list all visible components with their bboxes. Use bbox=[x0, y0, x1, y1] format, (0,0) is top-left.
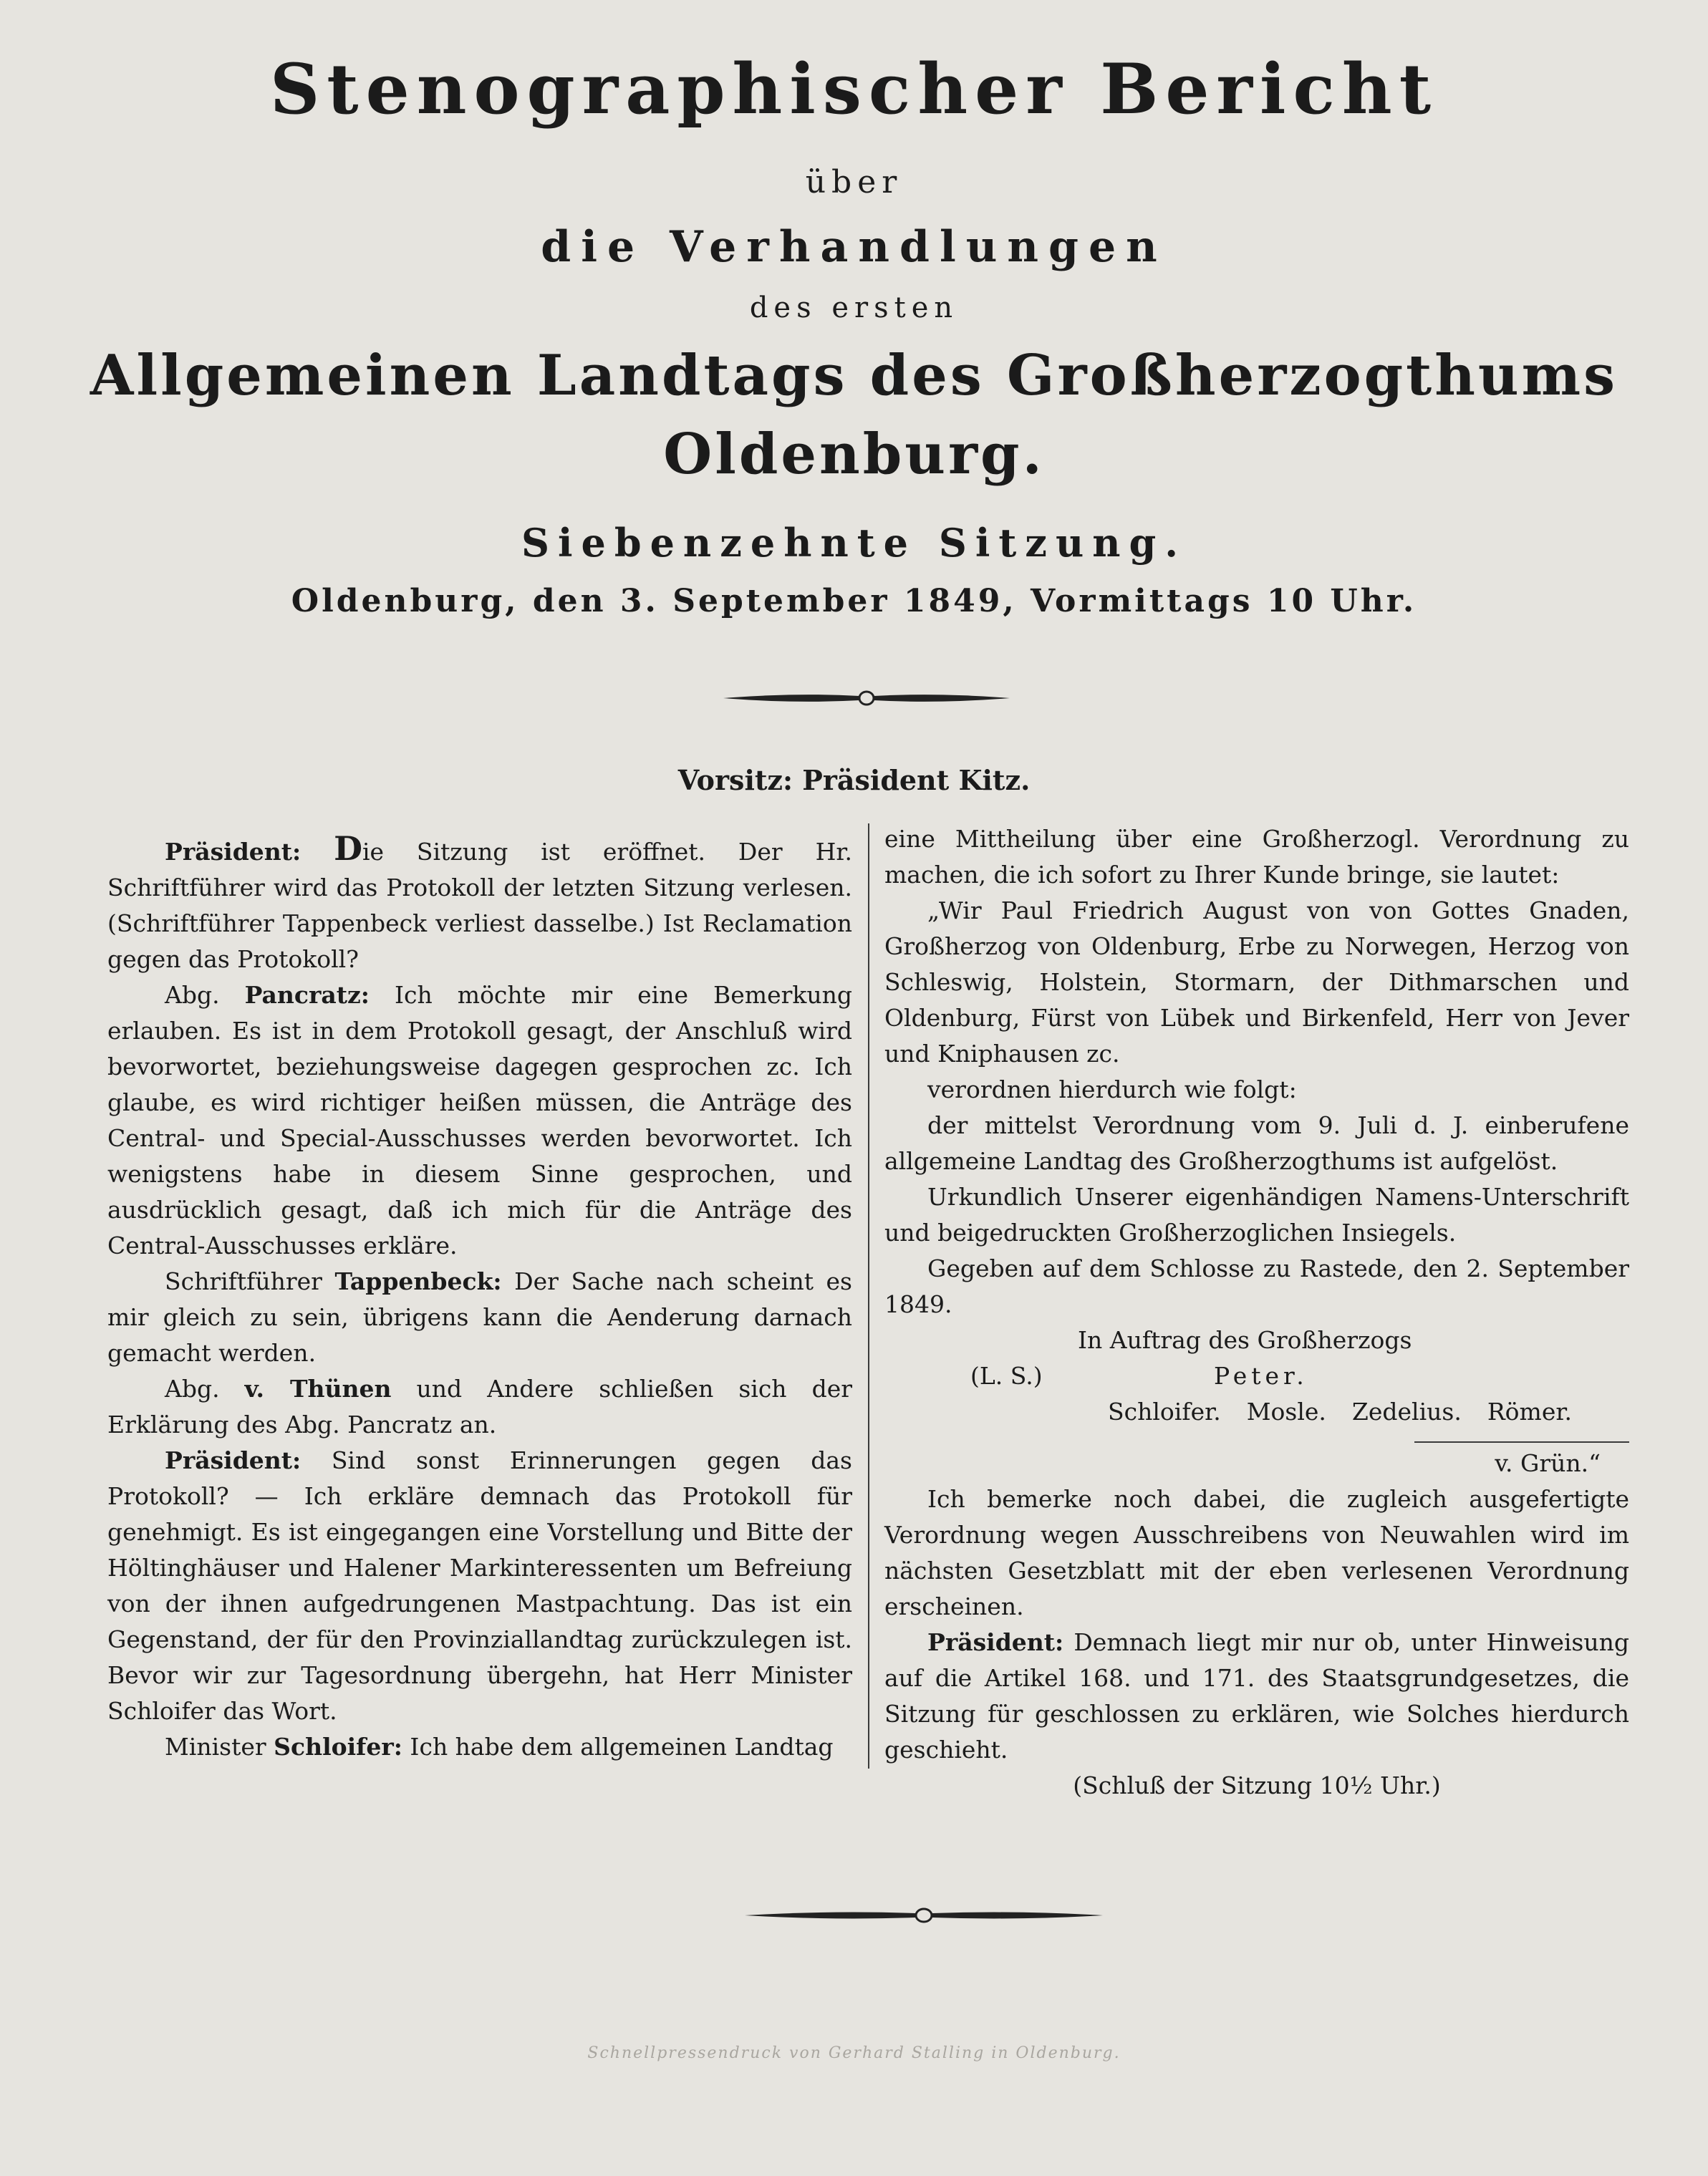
signature-rule bbox=[1414, 1441, 1629, 1443]
seal-mark: (L. S.) bbox=[970, 1362, 1043, 1390]
paragraph-text: und Andere schließen sich der Erklärung des Abg. Pancratz an. bbox=[107, 1375, 853, 1438]
title-des-ersten: des ersten bbox=[749, 291, 959, 324]
signature-name: Römer. bbox=[1487, 1398, 1572, 1426]
speaker-prefix: Minister bbox=[165, 1733, 266, 1761]
signature-auftrag: In Auftrag des Großherzogs bbox=[1078, 1326, 1412, 1354]
paragraph-thuenen bbox=[107, 1371, 852, 1443]
paragraph-schloifer bbox=[107, 1729, 852, 1765]
paragraph-tappenbeck bbox=[107, 1264, 852, 1371]
session-title: Siebenzehnte Sitzung. bbox=[521, 520, 1187, 566]
paragraph-praesident-opening bbox=[107, 829, 852, 977]
speaker-name: Tappenbeck: bbox=[334, 1267, 502, 1295]
printer-imprint: Schnellpressendruck von Gerhard Stalling in Oldenburg. bbox=[587, 2044, 1121, 2062]
speaker-name: Präsident: bbox=[165, 1446, 301, 1474]
paragraph-praesident-protocol bbox=[107, 1443, 852, 1729]
ornament-divider-top bbox=[723, 684, 1010, 712]
signature-ministers bbox=[884, 1394, 1629, 1430]
speaker-prefix: Abg. bbox=[165, 981, 220, 1009]
signature-name: Zedelius. bbox=[1351, 1398, 1462, 1426]
paragraph-text: Ich möchte mir eine Bemerkung erlauben. Es ist in dem Protokoll gesagt, der Anschluß wird bevorwortet, beziehungsweise dagegen gesprochen zc. Ich glaube, es wird richtiger heißen müssen, die Anträge des Central- und Special-Ausschusses werden bevorwortet. Ich wenigstens habe in diesem Sinne gesprochen, und ausdrücklich gesagt, daß ich mich für die Anträge des Central-Ausschusses erkläre. bbox=[107, 981, 852, 1259]
paragraph-neuwahlen: Ich bemerke noch dabei, die zugleich ausgefertigte Verordnung wegen Ausschreibens von Neuwahlen wird im nächsten Gesetzblatt mit der eben verlesenen Verordnung erscheinen. bbox=[884, 1485, 1629, 1620]
paragraph-text: Ich habe dem allgemeinen Landtag bbox=[410, 1733, 834, 1761]
paragraph-text: Sind sonst Erinnerungen gegen das Protokoll? — Ich erkläre demnach das Protokoll für genehmigt. Es ist eingegangen eine Vorstellung und Bitte der Höltinghäuser und Halener Markinteressenten um Befreiung von der ihnen aufgedrungenen Mastpachtung. Das ist ein Gegenstand, der für den Provinziallandtag zurückzulegen ist. Bevor wir zur Tagesordnung übergehn, hat Herr Minister Schloifer das Wort. bbox=[107, 1446, 852, 1725]
title-verhandlungen: die Verhandlungen bbox=[541, 222, 1167, 272]
landtag-title: Allgemeinen Landtags des Großherzogthums Oldenburg. bbox=[90, 343, 1618, 487]
signature-name: Schloifer. bbox=[1108, 1398, 1221, 1426]
speaker-name: Pancratz: bbox=[244, 981, 370, 1009]
left-column bbox=[107, 829, 853, 1765]
paragraph-text: ie Sitzung ist eröffnet. Der Hr. Schriftführer wird das Protokoll der letzten Sitzung verlesen. (Schriftführer Tappenbeck verliest dasselbe.) Ist Reclamation gegen das Protokoll? bbox=[107, 838, 852, 973]
speaker-name: Präsident: bbox=[927, 1628, 1064, 1656]
signature-peter: Peter. bbox=[1214, 1362, 1308, 1390]
signature-name: Mosle. bbox=[1246, 1398, 1326, 1426]
speaker-name: Schloifer: bbox=[274, 1733, 402, 1761]
ornament-divider-bottom bbox=[745, 1901, 1103, 1930]
speaker-name: v. Thünen bbox=[244, 1375, 392, 1403]
right-column bbox=[884, 821, 1629, 1804]
paragraph-decree-body: der mittelst Verordnung vom 9. Juli d. J. einberufene allgemeine Landtag des Großherzogthums ist aufgelöst. bbox=[884, 1111, 1629, 1175]
paragraph-decree-preamble: „Wir Paul Friedrich August von von Gottes Gnaden, Großherzog von Oldenburg, Erbe zu Norwegen, Herzog von Schleswig, Holstein, Stormarn, der Dithmarschen und Oldenburg, Fürst von Lübek und Birkenfeld, Herr von Jever und Kniphausen zc. bbox=[884, 896, 1629, 1068]
speaker-prefix: Schriftführer bbox=[165, 1267, 322, 1295]
paragraph-praesident-closing bbox=[884, 1625, 1629, 1768]
paragraph-decree-verordnen: verordnen hierdurch wie folgt: bbox=[927, 1075, 1297, 1103]
drop-capital: D bbox=[334, 829, 362, 868]
session-closing: (Schluß der Sitzung 10½ Uhr.) bbox=[1073, 1771, 1441, 1799]
paragraph-text: Der Sache nach scheint es mir gleich zu sein, übrigens kann die Aenderung darnach gemacht werden. bbox=[107, 1267, 852, 1367]
paragraph-decree-gegeben: Gegeben auf dem Schlosse zu Rastede, den 2. September 1849. bbox=[884, 1254, 1629, 1318]
speaker-prefix: Abg. bbox=[165, 1375, 220, 1403]
column-divider bbox=[868, 823, 869, 1769]
paragraph-mittheilung: eine Mittheilung über eine Großherzogl. Verordnung zu machen, die ich sofort zu Ihrer Kunde bringe, sie lautet: bbox=[884, 825, 1629, 889]
paragraph-decree-urkundlich: Urkundlich Unserer eigenhändigen Namens-Unterschrift und beigedruckten Großherzoglichen Insiegels. bbox=[884, 1183, 1629, 1247]
title-ueber: über bbox=[805, 164, 903, 200]
report-title: Stenographischer Bericht bbox=[269, 49, 1439, 130]
signature-gruen: v. Grün.“ bbox=[1495, 1449, 1601, 1477]
paragraph-text: Demnach liegt mir nur ob, unter Hinweisung auf die Artikel 168. und 171. des Staatsgrundgesetzes, die Sitzung für geschlossen zu erklären, wie Solches hierdurch geschieht. bbox=[884, 1628, 1630, 1764]
signature-seal-line bbox=[970, 1358, 1629, 1394]
speaker-name: Präsident: bbox=[165, 838, 301, 866]
session-chair: Vorsitz: Präsident Kitz. bbox=[677, 764, 1031, 796]
paragraph-pancratz bbox=[107, 977, 852, 1264]
session-date: Oldenburg, den 3. September 1849, Vormittags 10 Uhr. bbox=[291, 583, 1417, 619]
